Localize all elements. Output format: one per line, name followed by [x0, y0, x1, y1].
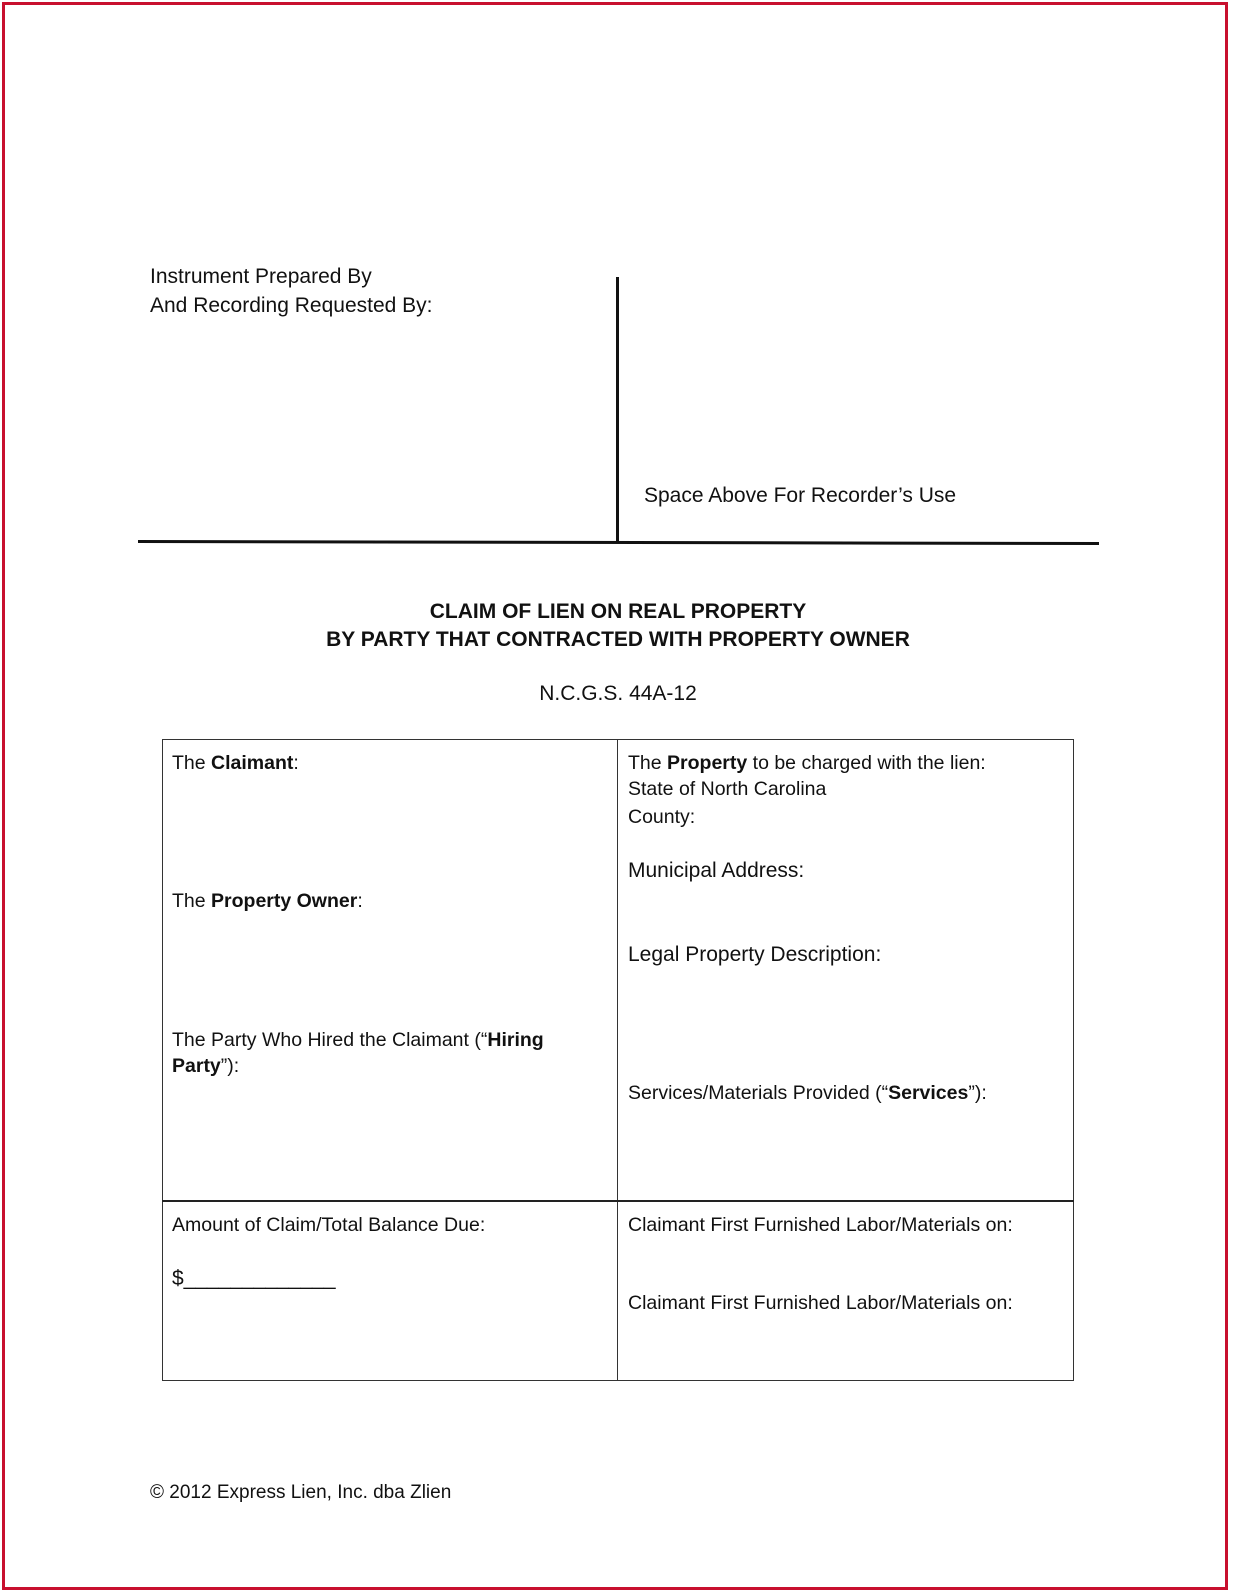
prepared-by-block — [150, 262, 433, 320]
property-owner-field: The Property Owner: — [172, 890, 363, 912]
first-furnished-label: Claimant First Furnished Labor/Materials on: — [628, 1214, 1013, 1236]
prepared-by-line1: Instrument Prepared By — [150, 265, 372, 288]
services-field: Services/Materials Provided (“Services”): — [628, 1082, 987, 1104]
hiring-party-field: The Party Who Hired the Claimant (“Hiring Party”): — [172, 1029, 544, 1077]
prepared-by-line2: And Recording Requested By: — [150, 294, 433, 317]
county-line: County: — [628, 806, 696, 828]
legal-description-field: Legal Property Description: — [628, 943, 882, 966]
copyright-footer: © 2012 Express Lien, Inc. dba Zlien — [150, 1482, 452, 1503]
document-title-line2: BY PARTY THAT CONTRACTED WITH PROPERTY OWNER — [326, 628, 910, 651]
municipal-address-field: Municipal Address: — [628, 859, 805, 882]
table-column-divider — [617, 739, 618, 1381]
first-furnished-label-2: Claimant First Furnished Labor/Materials on: — [628, 1292, 1013, 1314]
table-row-divider — [162, 1200, 1074, 1202]
document-title-line1: CLAIM OF LIEN ON REAL PROPERTY — [429, 600, 807, 623]
property-charged-field: The Property to be charged with the lien: State of North Carolina County: — [628, 752, 986, 828]
recorder-use-label: Space Above For Recorder’s Use — [644, 484, 957, 507]
claimant-field: The Claimant: — [172, 752, 299, 774]
statute-reference: N.C.G.S. 44A-12 — [539, 682, 697, 705]
state-line: State of North Carolina — [628, 778, 827, 800]
amount-of-claim-label: Amount of Claim/Total Balance Due: — [172, 1214, 486, 1236]
recorder-divider-vertical — [616, 277, 619, 542]
amount-blank: $_____________ — [172, 1267, 336, 1290]
